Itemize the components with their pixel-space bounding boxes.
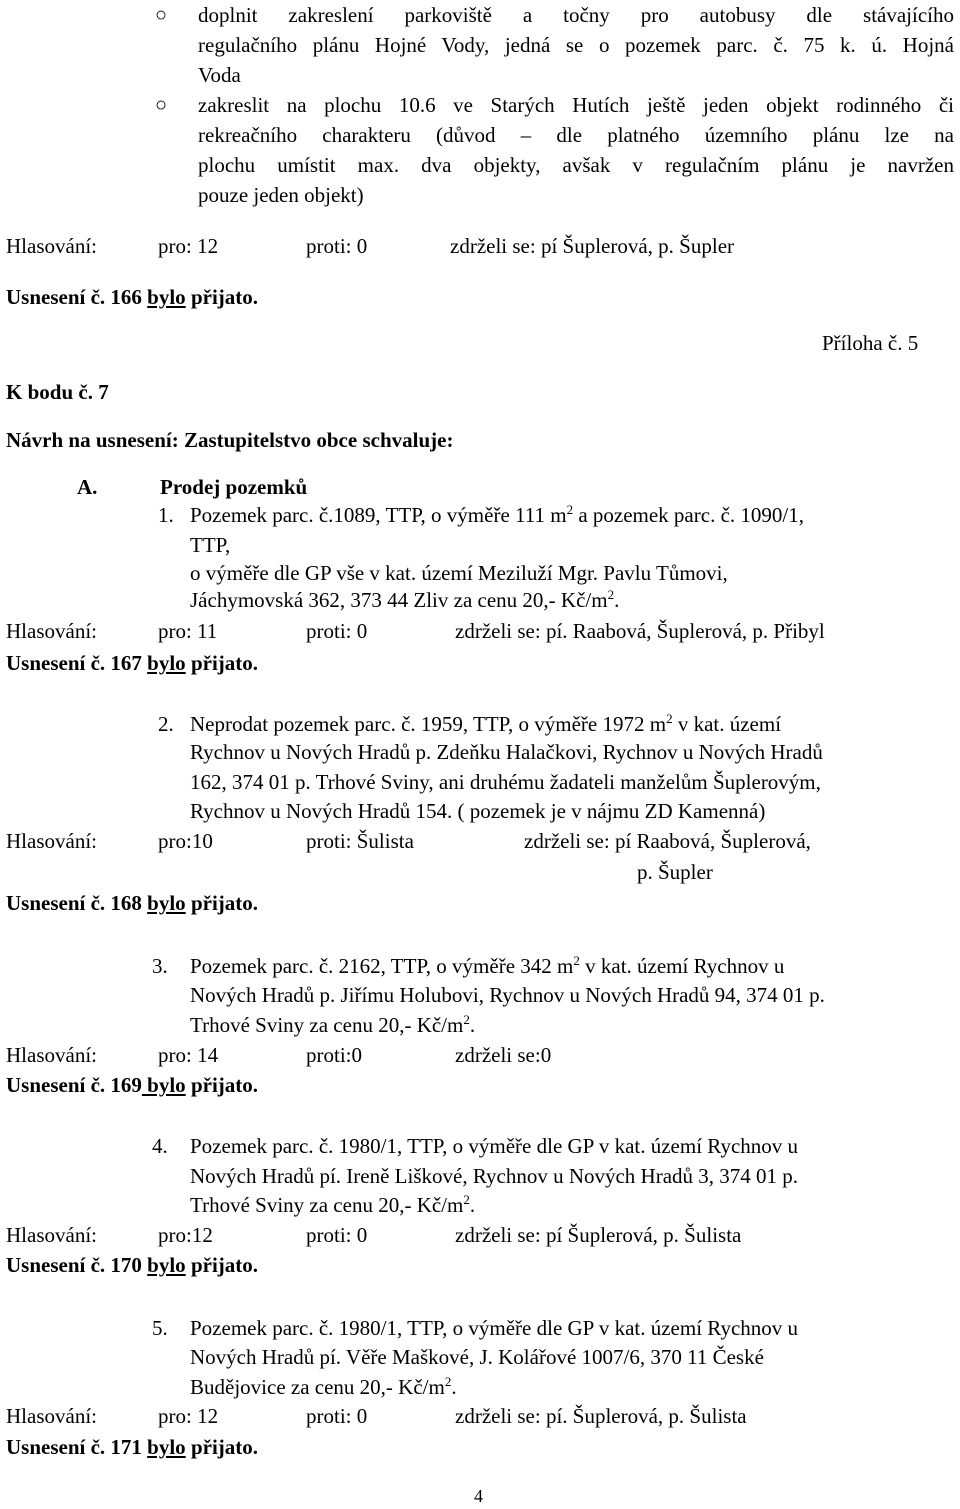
resolution-171: Usnesení č. 171 bylo přijato.	[6, 1435, 259, 1459]
vote-label: Hlasování:	[6, 829, 97, 853]
item-number: 2.	[158, 712, 174, 736]
item-line: Budějovice za cenu 20,- $Kč/m^2$.	[190, 1374, 457, 1399]
vote-pro: pro: 11	[158, 619, 218, 643]
bullet-marker: ○	[155, 94, 168, 116]
item-line: o výměře dle GP vše v kat. území Meziluží Mgr. Pavlu Tůmovi,	[190, 561, 728, 585]
proposal-heading: Návrh na usnesení: Zastupitelstvo obce schvaluje:	[6, 428, 454, 452]
vote-pro: pro: 14	[158, 1043, 219, 1067]
vote-zdrzeli: zdrželi se: pí Šuplerová, p. Šulista	[455, 1223, 742, 1247]
item-line: 162, 374 01 p. Trhové Sviny, ani druhému žadateli manželům Šuplerovým,	[190, 770, 821, 794]
text-line: regulačního plánu Hojné Vody, jedná se o pozemek parc. č. 75 k. ú. Hojná	[198, 33, 954, 57]
item-line: Pozemek parc. č. 1980/1, TTP, o výměře dle GP v kat. území Rychnov u	[190, 1134, 799, 1158]
vote-pro: pro:10	[158, 829, 213, 853]
item-number: 5.	[152, 1316, 168, 1340]
vote-proti: proti: 0	[306, 1404, 368, 1428]
vote-zdrzeli: zdrželi se: pí Raabová, Šuplerová,	[524, 829, 811, 853]
vote-proti: proti: Šulista	[306, 829, 414, 853]
item-line: Pozemek parc. č.1089, TTP, o výměře 111 $m^2$ a pozemek parc. č. 1090/1,	[190, 502, 804, 527]
vote-label: Hlasování:	[6, 619, 97, 643]
section-letter: A.	[77, 475, 98, 499]
text-line: plochu umístit max. dva objekty, avšak v regulačním plánu je navržen	[198, 153, 954, 177]
resolution-170: Usnesení č. 170 bylo přijato.	[6, 1253, 259, 1277]
vote-zdrzeli: zdrželi se: pí. Šuplerová, p. Šulista	[455, 1404, 747, 1428]
vote-proti: proti: 0	[306, 1223, 368, 1247]
vote-proti: proti: 0	[306, 619, 368, 643]
text-line: Voda	[198, 63, 241, 87]
item-line: Pozemek parc. č. 1980/1, TTP, o výměře dle GP v kat. území Rychnov u	[190, 1316, 799, 1340]
item-line: Nových Hradů pí. Věře Maškové, J. Kolářové 1007/6, 370 11 České	[190, 1345, 764, 1369]
vote-label: Hlasování:	[6, 1043, 97, 1067]
item-line: Rychnov u Nových Hradů p. Zdeňku Halačkovi, Rychnov u Nových Hradů	[190, 740, 823, 764]
vote-zdrzeli: zdrželi se: pí Šuplerová, p. Šupler	[450, 234, 735, 258]
item-number: 1.	[158, 503, 174, 527]
vote-zdrzeli: zdrželi se:0	[455, 1043, 552, 1067]
vote-proti: proti:0	[306, 1043, 362, 1067]
text-line: zakreslit na plochu 10.6 ve Starých Hutích ještě jeden objekt rodinného či	[198, 93, 954, 117]
resolution-169: Usnesení č. 169 bylo přijato.	[6, 1073, 259, 1097]
vote-proti: proti: 0	[306, 234, 368, 258]
item-line: Pozemek parc. č. 2162, TTP, o výměře 342 $m^2$ v kat. území Rychnov u	[190, 953, 785, 978]
vote-label: Hlasování:	[6, 234, 97, 258]
vote-pro: pro:12	[158, 1223, 213, 1247]
text-line: rekreačního charakteru (důvod – dle platného územního plánu lze na	[198, 123, 954, 147]
vote-pro: pro: 12	[158, 1404, 219, 1428]
vote-zdrzeli-continued: p. Šupler	[637, 860, 713, 884]
item-line: Jáchymovská 362, 373 44 Zliv za cenu 20,- $Kč/m^2$.	[190, 587, 620, 612]
resolution-168: Usnesení č. 168 bylo přijato.	[6, 891, 259, 915]
bullet-marker: ○	[155, 4, 168, 26]
item-number: 4.	[152, 1134, 168, 1158]
section-title: Prodej pozemků	[160, 475, 308, 499]
text-line: doplnit zakreslení parkoviště a točny pro autobusy dle stávajícího	[198, 3, 954, 27]
vote-label: Hlasování:	[6, 1223, 97, 1247]
page-number: 4	[474, 1486, 483, 1506]
resolution-167: Usnesení č. 167 bylo přijato.	[6, 651, 259, 675]
section-heading: K bodu č. 7	[6, 380, 109, 404]
item-line: Nových Hradů p. Jiřímu Holubovi, Rychnov u Nových Hradů 94, 374 01 p.	[190, 983, 825, 1007]
item-line: TTP,	[190, 533, 231, 557]
vote-pro: pro: 12	[158, 234, 219, 258]
vote-zdrzeli: zdrželi se: pí. Raabová, Šuplerová, p. Přibyl	[455, 619, 825, 643]
text-line: pouze jeden objekt)	[198, 183, 364, 207]
item-line: Trhové Sviny za cenu 20,- $Kč/m^2$.	[190, 1012, 476, 1037]
bullet-item	[198, 90, 954, 210]
item-line: Nových Hradů pí. Ireně Liškové, Rychnov u Nových Hradů 3, 374 01 p.	[190, 1164, 799, 1188]
item-line: Trhové Sviny za cenu 20,- $Kč/m^2$.	[190, 1192, 476, 1217]
resolution-166: Usnesení č. 166 bylo přijato.	[6, 285, 259, 309]
item-line: Neprodat pozemek parc. č. 1959, TTP, o výměře 1972 $m^2$ v kat. území	[190, 711, 782, 736]
bullet-item	[198, 0, 954, 90]
item-number: 3.	[152, 954, 168, 978]
item-line: Rychnov u Nových Hradů 154. ( pozemek je v nájmu ZD Kamenná)	[190, 799, 766, 823]
attachment-label: Příloha č. 5	[822, 331, 919, 355]
vote-label: Hlasování:	[6, 1404, 97, 1428]
